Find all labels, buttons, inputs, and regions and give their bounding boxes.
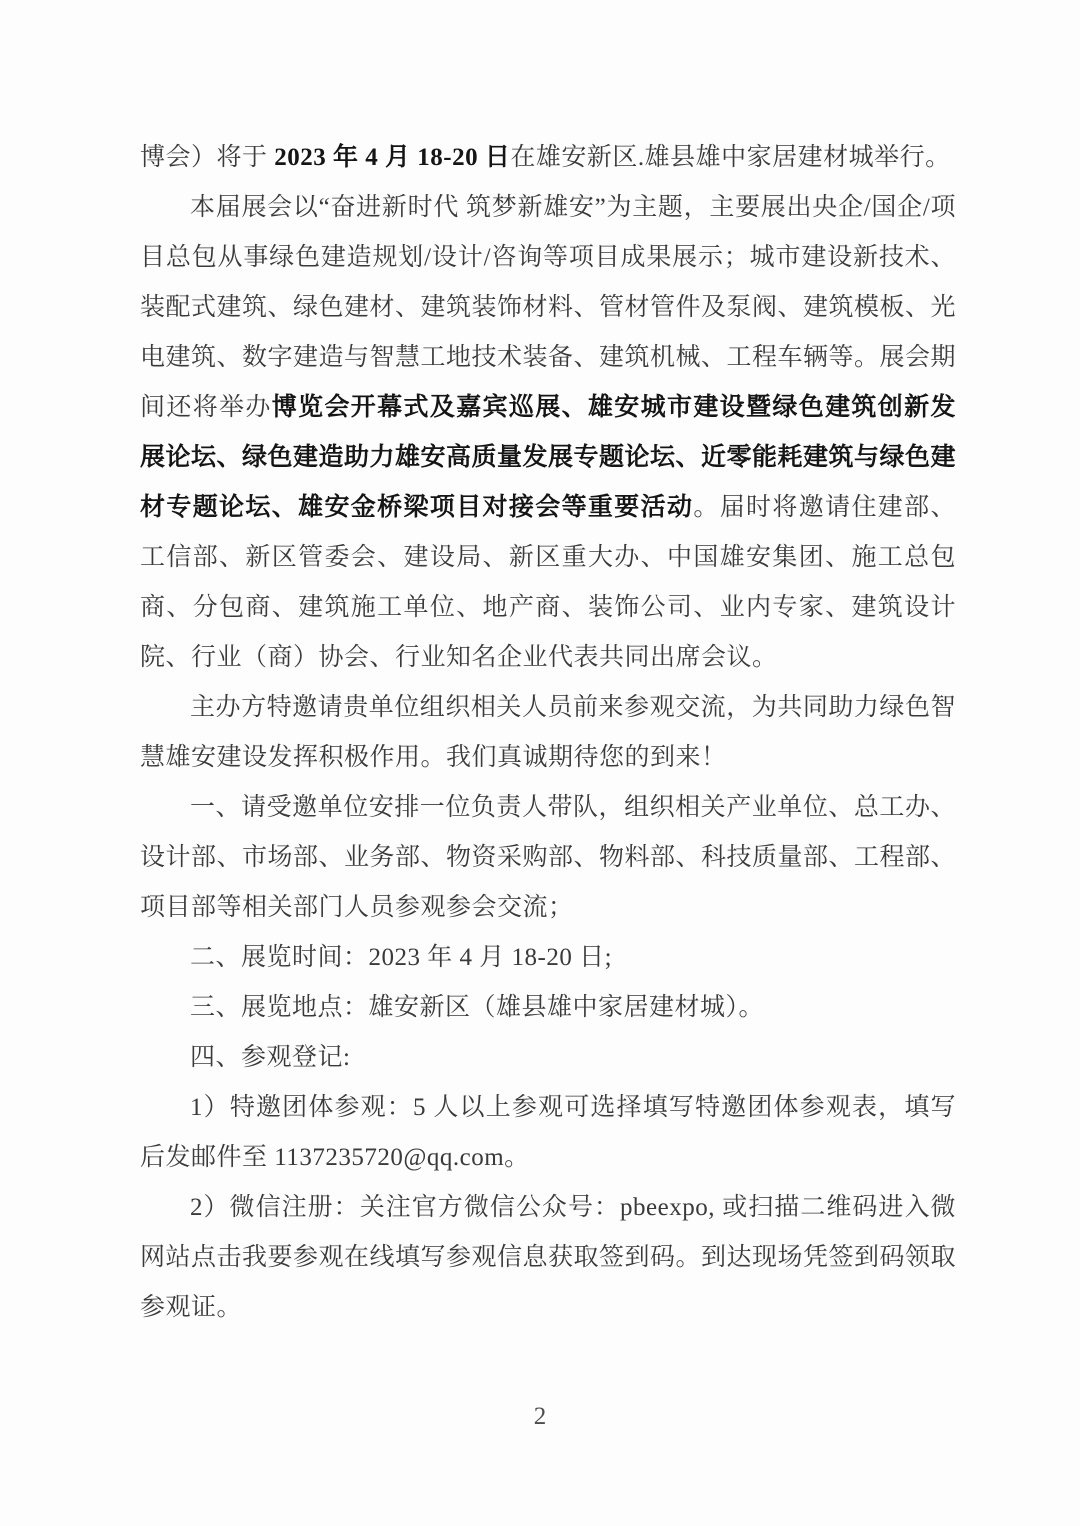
bold-text-run: 2023 年 4 月 18-20 日 — [274, 144, 511, 171]
para-item-1-delegation — [140, 783, 956, 933]
para-theme-and-events — [140, 183, 956, 683]
text-run: 1）特邀团体参观：5 人以上参观可选择填写特邀团体参观表，填写后发邮件至 1137235720@qq.com。 — [140, 1094, 956, 1171]
document-body — [140, 133, 956, 1333]
para-venue-continuation — [140, 133, 956, 183]
bold-text-run: 博览会开幕式及嘉宾巡展、雄安城市建设暨绿色建筑创新发展论坛、绿色建造助力雄安高质量发展专题论坛、近零能耗建筑与绿色建材专题论坛、雄安金桥梁项目对接会等重要活动 — [140, 394, 957, 521]
text-run: 本届展会以“奋进新时代 筑梦新雄安”为主题，主要展出央企/国企/项目总包从事绿色建造规划/设计/咨询等项目成果展示；城市建设新技术、装配式建筑、绿色建材、建筑装饰材料、管材管件及泵阀、建筑模板、光电建筑、数字建造与智慧工地技术装备、建筑机械、工程车辆等。展会期间还将举办 — [140, 194, 957, 421]
text-run: 三、展览地点：雄安新区（雄县雄中家居建材城）。 — [190, 994, 765, 1021]
text-run: 主办方特邀请贵单位组织相关人员前来参观交流，为共同助力绿色智慧雄安建设发挥积极作用。我们真诚期待您的到来！ — [140, 694, 956, 771]
text-run: 2）微信注册：关注官方微信公众号：pbeexpo, 或扫描二维码进入微网站点击我要参观在线填写参观信息获取签到码。到达现场凭签到码领取参观证。 — [140, 1194, 957, 1321]
page-number: 2 — [533, 1403, 547, 1430]
para-item-4-registration — [140, 1033, 956, 1083]
text-run: 二、展览时间：2023 年 4 月 18-20 日; — [190, 944, 613, 971]
para-item-2-time — [140, 933, 956, 983]
text-run: 。届时将邀请住建部、工信部、新区管委会、建设局、新区重大办、中国雄安集团、施工总包商、分包商、建筑施工单位、地产商、装饰公司、业内专家、建筑设计院、行业（商）协会、行业知名企业代表共同出席会议。 — [140, 494, 956, 671]
para-sub-1-group-visit — [140, 1083, 956, 1183]
para-item-3-location — [140, 983, 956, 1033]
text-run: 四、参观登记: — [190, 1044, 351, 1071]
text-run: 在雄安新区.雄县雄中家居建材城举行。 — [510, 144, 951, 171]
para-invitation — [140, 683, 956, 783]
para-sub-2-wechat — [140, 1183, 956, 1333]
page-footer — [0, 1402, 1080, 1432]
text-run: 一、请受邀单位安排一位负责人带队，组织相关产业单位、总工办、设计部、市场部、业务部、物资采购部、物料部、科技质量部、工程部、项目部等相关部门人员参观参会交流； — [140, 794, 957, 921]
text-run: 博会）将于 — [140, 144, 275, 171]
